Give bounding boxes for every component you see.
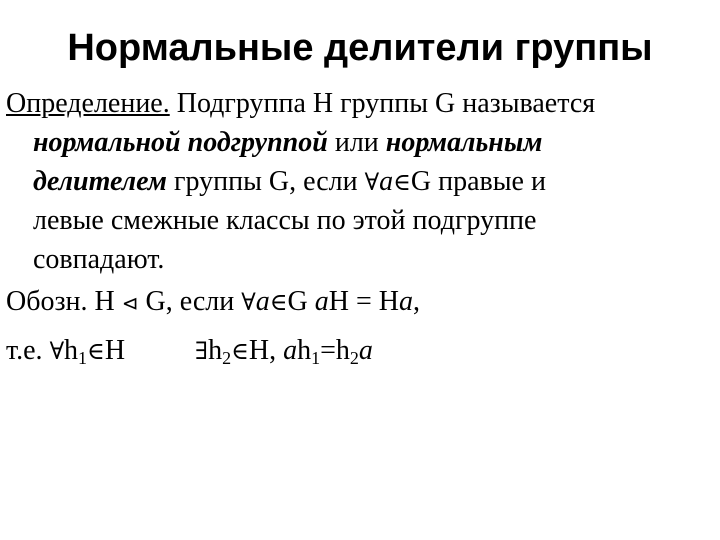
term-normal-subgroup: нормальной подгруппой (33, 127, 328, 158)
exists-symbol: ∃ (195, 337, 209, 365)
spacer (125, 335, 195, 366)
definition-text-3b: G правые и (410, 166, 546, 197)
definition-line-1 (6, 86, 595, 122)
element-of-symbol: ∈ (393, 168, 411, 196)
var-a: a (398, 286, 413, 317)
definition-text-3a: группы G, если (166, 166, 365, 197)
notation-equation: H = H (328, 286, 399, 317)
normal-subgroup-symbol: ⊲ (121, 291, 139, 315)
definition-label: Определение. (6, 88, 170, 119)
definition-line-3 (33, 164, 546, 200)
slide-title: Нормальные делители группы (67, 27, 653, 69)
var-a: a (283, 335, 298, 366)
subscript: 2 (349, 348, 359, 368)
ie-line (6, 333, 373, 369)
term-divisor: делителем (33, 166, 167, 197)
var-h: h (208, 335, 223, 366)
element-of-symbol: ∈ (231, 337, 249, 365)
var-h: h (297, 335, 312, 366)
set-h: H, (248, 335, 284, 366)
or-word: или (327, 127, 386, 158)
notation-g: G (287, 286, 315, 317)
forall-symbol: ∀ (241, 288, 256, 316)
notation-comma: , (412, 286, 420, 317)
equals-h: =h (320, 335, 350, 366)
element-of-symbol: ∈ (269, 288, 288, 316)
notation-label: Обозн. (6, 286, 88, 317)
subscript: 2 (222, 348, 232, 368)
set-h: H (104, 335, 126, 366)
notation-line (6, 284, 420, 321)
subscript: 1 (78, 348, 88, 368)
forall-symbol: ∀ (364, 168, 380, 196)
element-of-symbol: ∈ (87, 337, 105, 365)
term-normal: нормальным (385, 127, 543, 158)
definition-line-4: левые смежные классы по этой подгруппе (33, 205, 537, 236)
var-a: a (358, 335, 373, 366)
ie-label: т.е. (6, 335, 50, 366)
var-a: a (379, 166, 394, 197)
notation-h: H (87, 286, 122, 317)
definition-line-5: совпадают. (33, 244, 165, 275)
subscript: 1 (311, 348, 321, 368)
definition-line-2 (33, 125, 542, 161)
var-a: a (314, 286, 329, 317)
notation-text: G, если (138, 286, 242, 317)
var-a: a (255, 286, 270, 317)
definition-text-1: Подгруппа H группы G называется (169, 88, 596, 119)
forall-symbol: ∀ (49, 337, 65, 365)
var-h: h (64, 335, 79, 366)
